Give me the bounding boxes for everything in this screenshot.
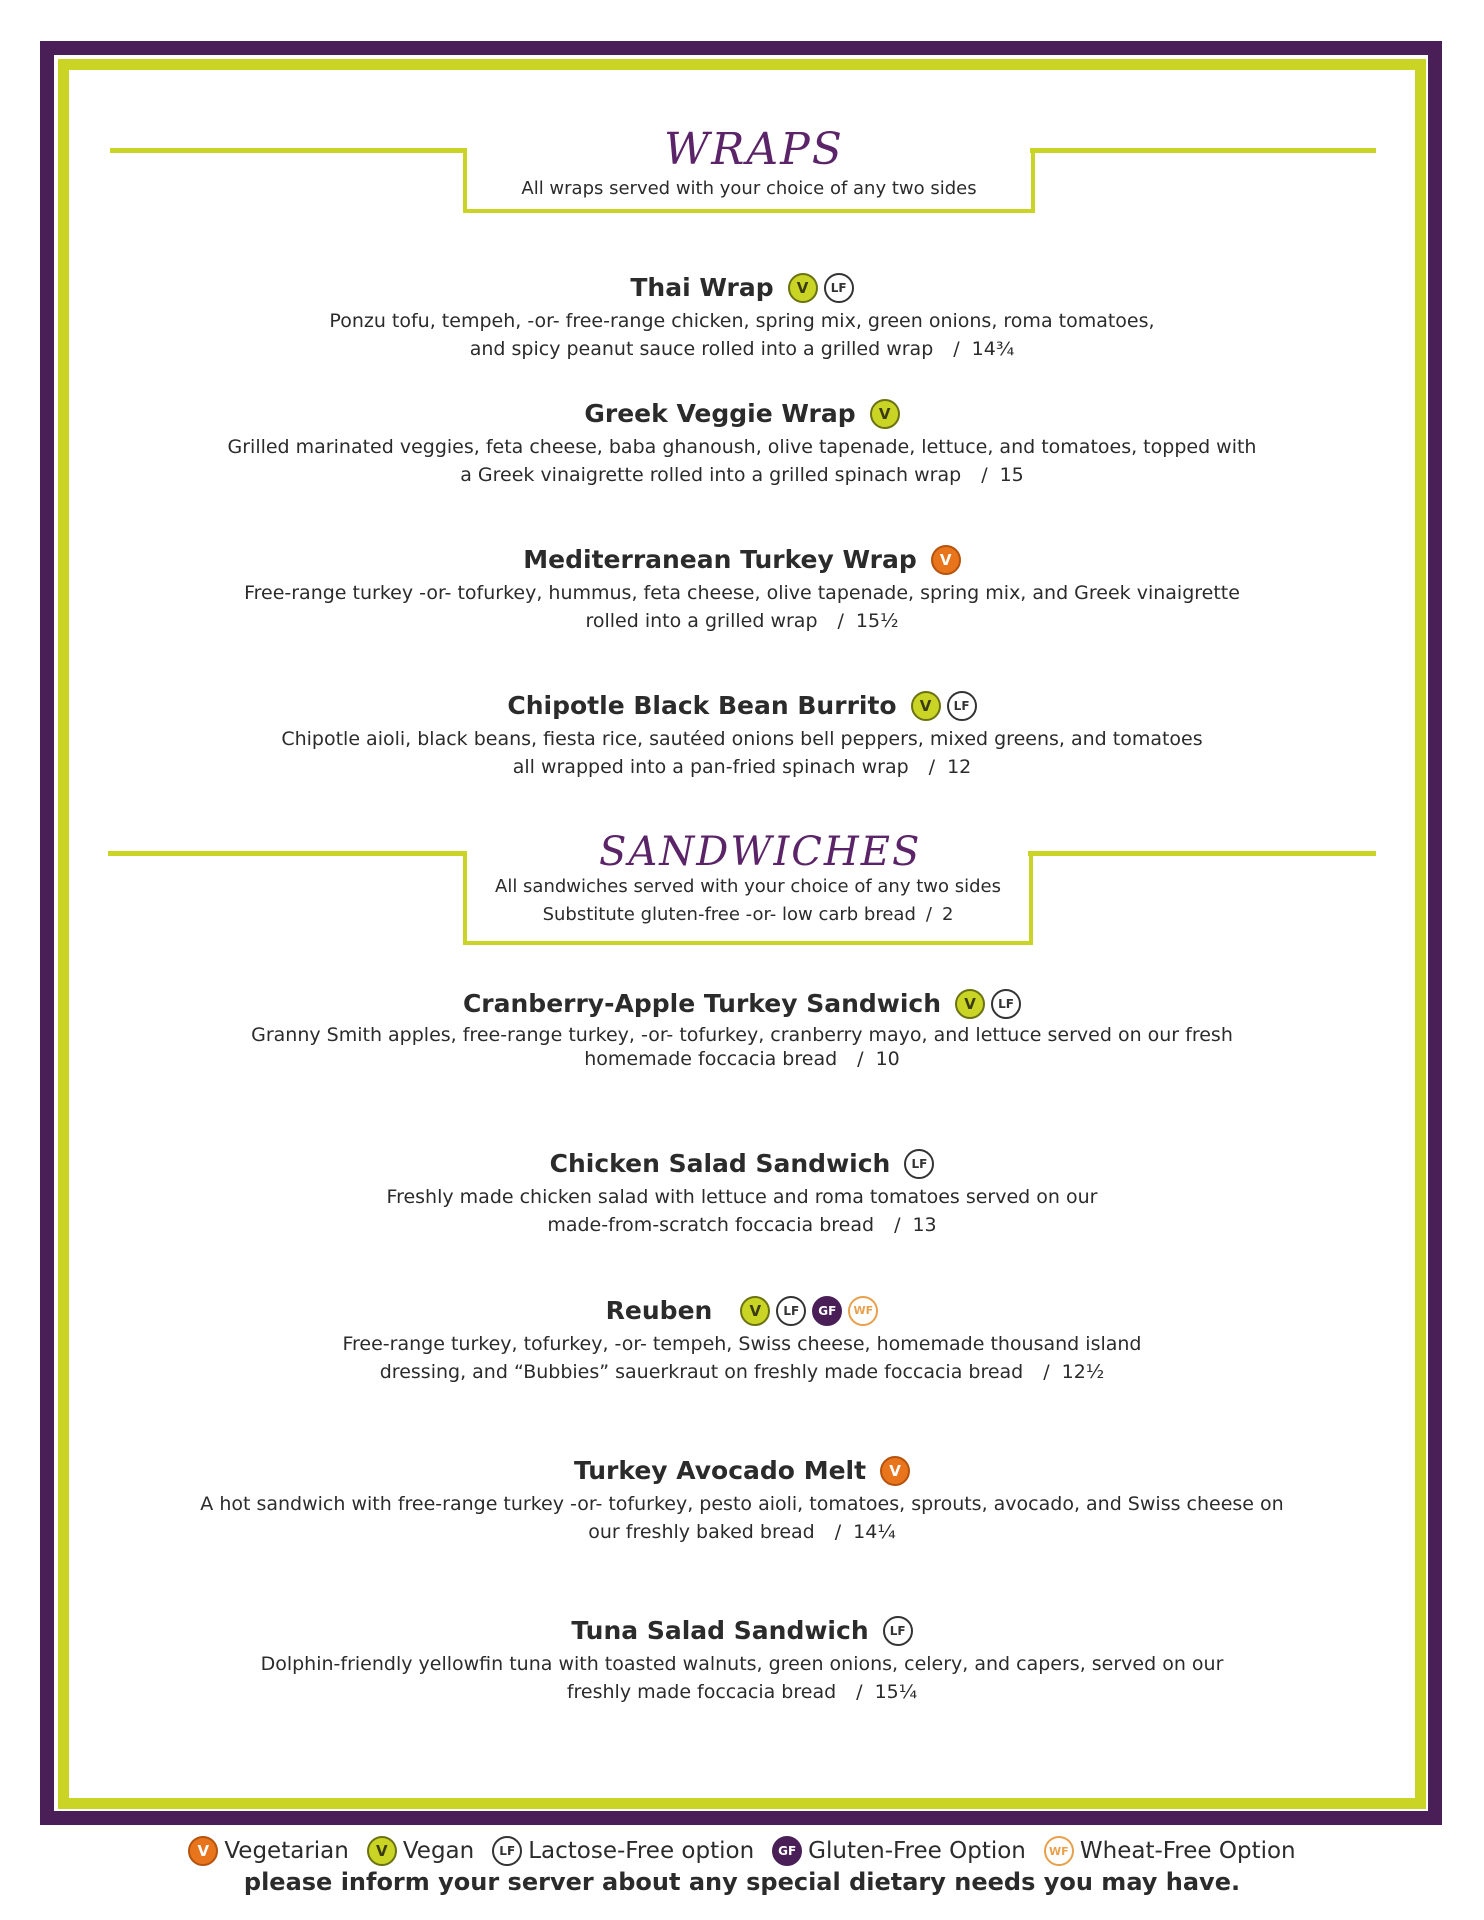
wraps-divider-right [1030, 148, 1376, 153]
legend-gluten-free: GF Gluten-Free Option [772, 1836, 1026, 1866]
vegan-icon: V [367, 1836, 397, 1866]
item-name: Turkey Avocado Melt [573, 1456, 867, 1485]
sandwiches-divider-right [1028, 851, 1376, 856]
menu-item-mediterranean-turkey-wrap [150, 543, 1334, 635]
lactose-free-icon: LF [991, 989, 1021, 1019]
dietary-legend [0, 1836, 1484, 1896]
item-price: 13 [912, 1214, 937, 1236]
gluten-free-icon: GF [812, 1296, 842, 1326]
sandwiches-substitute: Substitute gluten-free -or- low carb bread / 2 [542, 904, 954, 925]
vegan-icon: V [870, 399, 900, 429]
wraps-title: WRAPS [645, 124, 863, 176]
item-description: Free-range turkey -or- tofurkey, hummus, feta cheese, olive tapenade, spring mix, and Greek vinaigrette rolled into a grilled wrap / 15½ [244, 582, 1240, 632]
wraps-divider-left [110, 148, 466, 153]
lactose-free-icon: LF [883, 1616, 913, 1646]
item-description: Free-range turkey, tofurkey, -or- tempeh, Swiss cheese, homemade thousand island dressing, and “Bubbies” sauerkraut on freshly made foccacia bread / 12½ [342, 1333, 1142, 1383]
item-price: 15½ [855, 610, 899, 632]
item-description: Grilled marinated veggies, feta cheese, baba ghanoush, olive tapenade, lettuce, and tomatoes, topped with a Greek vinaigrette rolled into a grilled spinach wrap / 15 [227, 436, 1257, 486]
lactose-free-icon: LF [904, 1149, 934, 1179]
item-price: 14¾ [971, 338, 1015, 360]
lactose-free-icon: LF [947, 691, 977, 721]
item-price: 12 [947, 756, 972, 778]
wraps-subtitle: All wraps served with your choice of any two sides [521, 178, 977, 199]
sandwiches-subtitle: All sandwiches served with your choice of any two sides [495, 876, 1001, 897]
wheat-free-icon: WF [848, 1296, 878, 1326]
item-price: 10 [875, 1048, 900, 1070]
vegetarian-icon: V [880, 1456, 910, 1486]
menu-item-tuna-salad-sandwich [150, 1614, 1334, 1706]
menu-item-reuben [150, 1294, 1334, 1386]
legend-wheat-free: WF Wheat-Free Option [1044, 1836, 1296, 1866]
item-price: 14¼ [853, 1521, 896, 1543]
item-description: Ponzu tofu, tempeh, -or- free-range chicken, spring mix, green onions, roma tomatoes, and spicy peanut sauce rolled into a grilled wrap / 14¾ [329, 310, 1155, 360]
gluten-free-icon: GF [772, 1836, 802, 1866]
item-name: Greek Veggie Wrap [584, 399, 856, 428]
menu-item-thai-wrap [150, 271, 1334, 363]
legend-vegan: V Vegan [367, 1836, 474, 1866]
vegan-icon: V [788, 273, 818, 303]
vegan-icon: V [740, 1296, 770, 1326]
vegan-icon: V [911, 691, 941, 721]
menu-item-chipotle-black-bean-burrito [150, 689, 1334, 781]
wheat-free-icon: WF [1044, 1836, 1074, 1866]
item-name: Thai Wrap [630, 273, 774, 302]
menu-item-greek-veggie-wrap [150, 397, 1334, 489]
sandwiches-title: SANDWICHES [585, 828, 923, 876]
item-price: 12½ [1061, 1361, 1105, 1383]
item-name: Reuben [605, 1296, 713, 1325]
item-price: 15¼ [874, 1681, 918, 1703]
legend-lactose-free: LF Lactose-Free option [492, 1836, 754, 1866]
item-description: Freshly made chicken salad with lettuce and roma tomatoes served on our made-from-scratch foccacia bread / 13 [386, 1186, 1098, 1236]
item-description: Chipotle aioli, black beans, fiesta rice, sautéed onions bell peppers, mixed greens, and tomatoes all wrapped into a pan-fried spinach wrap / 12 [281, 728, 1203, 778]
item-price: 15 [999, 464, 1024, 486]
menu-item-chicken-salad-sandwich [150, 1147, 1334, 1239]
item-description: Granny Smith apples, free-range turkey, -or- tofurkey, cranberry mayo, and lettuce served on our fresh homemade foccacia bread / 10 [251, 1024, 1233, 1070]
vegetarian-icon: V [188, 1836, 218, 1866]
item-name: Tuna Salad Sandwich [571, 1616, 869, 1645]
vegetarian-icon: V [931, 545, 961, 575]
item-name: Chicken Salad Sandwich [549, 1149, 891, 1178]
item-description: A hot sandwich with free-range turkey -or- tofurkey, pesto aioli, tomatoes, sprouts, avocado, and Swiss cheese on our freshly baked bread / 14¼ [200, 1493, 1284, 1543]
vegan-icon: V [955, 989, 985, 1019]
item-name: Mediterranean Turkey Wrap [523, 545, 917, 574]
item-name: Chipotle Black Bean Burrito [507, 691, 897, 720]
menu-item-cranberry-apple-turkey-sandwich [150, 987, 1334, 1071]
dietary-note: please inform your server about any special dietary needs you may have. [243, 1868, 1241, 1896]
item-description: Dolphin-friendly yellowfin tuna with toasted walnuts, green onions, celery, and capers, served on our freshly made foccacia bread / 15¼ [260, 1653, 1224, 1703]
item-name: Cranberry-Apple Turkey Sandwich [462, 989, 942, 1018]
legend-vegetarian: V Vegetarian [188, 1836, 348, 1866]
lactose-free-icon: LF [492, 1836, 522, 1866]
sandwiches-divider-left [108, 851, 466, 856]
lactose-free-icon: LF [824, 273, 854, 303]
lactose-free-icon: LF [776, 1296, 806, 1326]
menu-item-turkey-avocado-melt [150, 1454, 1334, 1546]
